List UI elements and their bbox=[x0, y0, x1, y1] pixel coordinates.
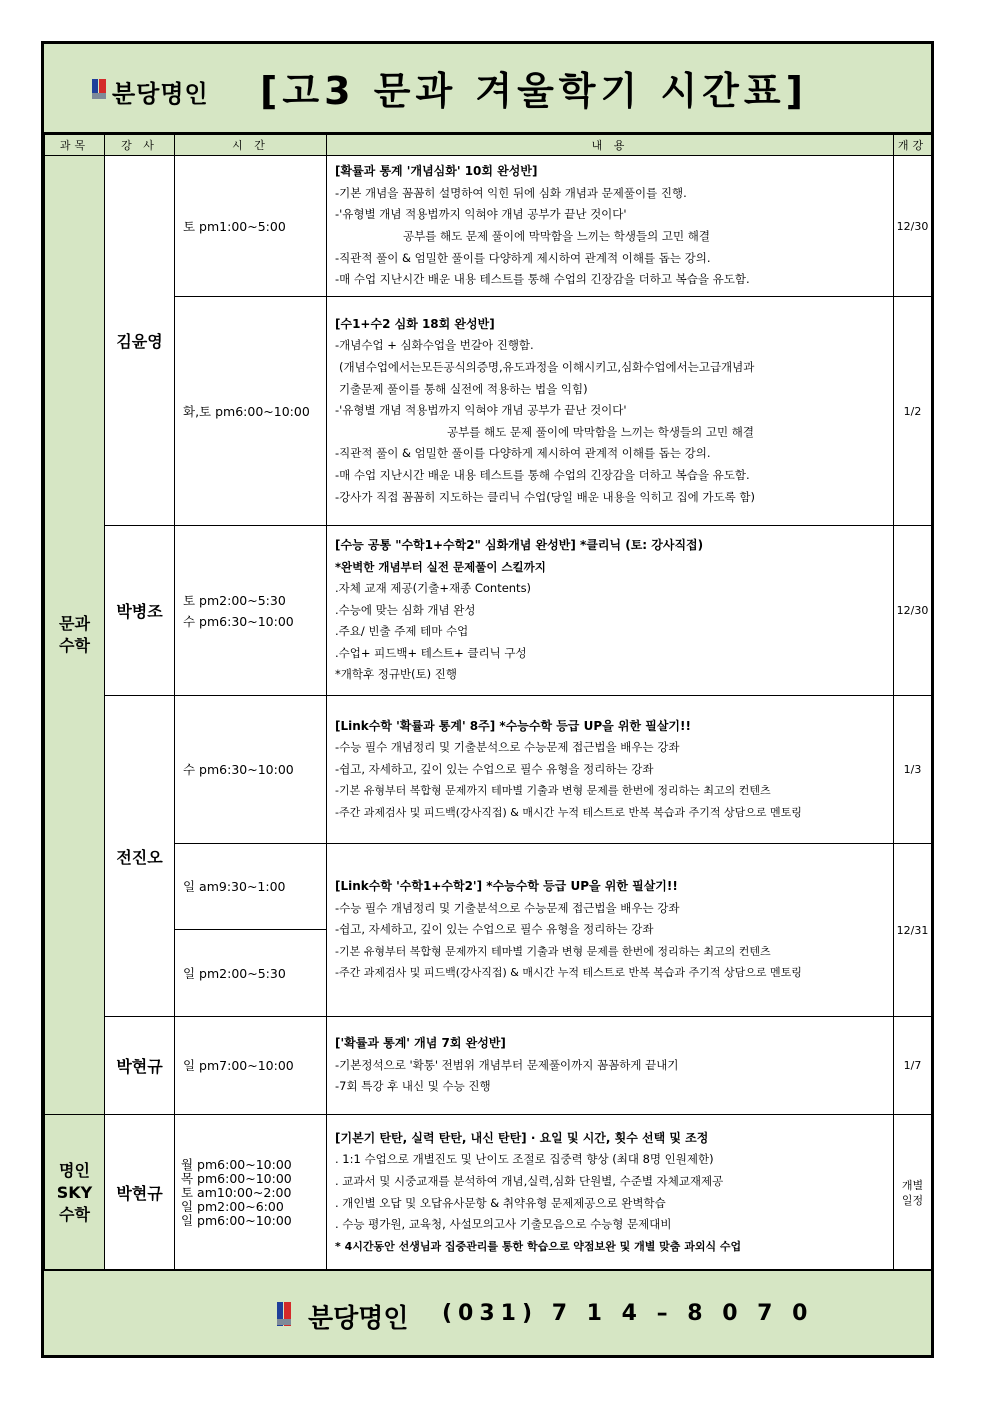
table-header-row bbox=[45, 135, 932, 156]
timetable-sheet bbox=[41, 41, 934, 1358]
course-title: ['확률과 통계' 개념 7회 완성반] bbox=[335, 1036, 506, 1051]
time-cell: 화,토 pm6:00~10:00 bbox=[175, 297, 327, 526]
content-line: . 교과서 및 시중교재를 분석하여 개념,실력,심화 단원별, 수준별 자체교재제공 bbox=[335, 1173, 724, 1188]
start-date-cell bbox=[894, 1115, 932, 1271]
course-title: [확률과 통계 '개념심화' 10회 완성반] bbox=[335, 164, 538, 179]
teacher-cell: 김윤영 bbox=[105, 156, 175, 526]
time-slot: 수 pm6:30~10:00 bbox=[183, 613, 294, 629]
table-row bbox=[45, 1017, 932, 1115]
time-cell: 일 pm2:00~5:30 bbox=[175, 930, 327, 1017]
content-line: *완벽한 개념부터 실전 문제풀이 스킬까지 bbox=[335, 559, 546, 574]
content-line: -기본 유형부터 복합형 문제까지 테마별 기출과 변형 문제를 한번에 정리하는 최고의 컨텐츠 bbox=[335, 784, 771, 798]
content-line: -기본 유형부터 복합형 문제까지 테마별 기출과 변형 문제를 한번에 정리하는 최고의 컨텐츠 bbox=[335, 944, 771, 958]
teacher-cell: 전진오 bbox=[105, 696, 175, 1017]
content-line: (개념수업에서는모든공식의증명,유도과정을 이해시키고,심화수업에서는고급개념과 bbox=[339, 360, 755, 375]
content-line: 기출문제 풀이를 통해 실전에 적용하는 법을 익힘) bbox=[339, 381, 588, 396]
time-slot: 일 pm6:00~10:00 bbox=[181, 1212, 292, 1228]
footer-brand-name: 분당명인 bbox=[308, 1304, 409, 1334]
footer-phone[interactable]: (031) 7 1 4 – 8 0 7 0 bbox=[442, 1301, 814, 1326]
content-line: -직관적 풀이 & 엄밀한 풀이를 다양하게 제시하여 관계적 이해를 돕는 강의. bbox=[335, 250, 711, 265]
start-date-cell: 12/31 bbox=[894, 844, 932, 1017]
content-line: -주간 과제검사 및 피드백(강사직접) & 매시간 누적 테스트로 반복 복습과 주기적 상담으로 멘토링 bbox=[335, 805, 802, 819]
content-line: -기본정석으로 '확통' 전범위 개념부터 문제풀이까지 꼼꼼하게 끝내기 bbox=[335, 1057, 679, 1072]
start-date-cell: 1/3 bbox=[894, 696, 932, 844]
content-line: -쉽고, 자세하고, 깊이 있는 수업으로 필수 유형을 정리하는 강좌 bbox=[335, 761, 654, 776]
content-line: *개학후 정규반(토) 진행 bbox=[335, 667, 458, 682]
time-cell bbox=[175, 1115, 327, 1271]
content-line: .자체 교재 제공(기출+재종 Contents) bbox=[335, 581, 532, 596]
time-slot: 목 pm6:00~10:00 bbox=[181, 1170, 292, 1186]
academy-logo-icon bbox=[277, 1302, 293, 1326]
brand-name: 분당명인 bbox=[112, 80, 209, 108]
content-line: . 1:1 수업으로 개별진도 및 난이도 조절로 집중력 향상 (최대 8명 인원제한) bbox=[335, 1152, 714, 1167]
column-header-subject: 과목 bbox=[45, 135, 105, 156]
time-cell bbox=[175, 526, 327, 696]
teacher-cell: 박현규 bbox=[105, 1115, 175, 1271]
table-row bbox=[45, 297, 932, 526]
content-line: -기본 개념을 꼼꼼히 설명하여 익힌 뒤에 심화 개념과 문제풀이를 진행. bbox=[335, 185, 687, 200]
content-line: .수업+ 피드백+ 테스트+ 클리닉 구성 bbox=[335, 645, 527, 660]
content-line: -개념수업 + 심화수업을 번갈아 진행함. bbox=[335, 338, 534, 353]
content-line: -수능 필수 개념정리 및 기출분석으로 수능문제 접근법을 배우는 강좌 bbox=[335, 740, 680, 755]
timetable bbox=[44, 134, 932, 1271]
content-line: -주간 과제검사 및 피드백(강사직접) & 매시간 누적 테스트로 반복 복습과 주기적 상담으로 멘토링 bbox=[335, 966, 802, 980]
content-line: 공부를 해도 문제 풀이에 막막함을 느끼는 학생들의 고민 해결 bbox=[447, 424, 754, 439]
content-line: * 4시간동안 선생님과 집중관리를 통한 학습으로 약점보완 및 개별 맞춤 과외식 수업 bbox=[335, 1239, 742, 1253]
content-cell bbox=[327, 1017, 894, 1115]
content-line: -수능 필수 개념정리 및 기출분석으로 수능문제 접근법을 배우는 강좌 bbox=[335, 900, 680, 915]
column-header-content: 내 용 bbox=[327, 135, 894, 156]
teacher-cell: 박현규 bbox=[105, 1017, 175, 1115]
content-line: 공부를 해도 문제 풀이에 막막함을 느끼는 학생들의 고민 해결 bbox=[403, 229, 710, 243]
content-line: -쉽고, 자세하고, 깊이 있는 수업으로 필수 유형을 정리하는 강좌 bbox=[335, 922, 654, 937]
content-line: -'유형별 개념 적용법까지 익혀야 개념 공부가 끝난 것이다' bbox=[335, 403, 627, 418]
table-row bbox=[45, 526, 932, 696]
column-header-start: 개강 bbox=[894, 135, 932, 156]
page-title: [고3 문과 겨울학기 시간표] bbox=[260, 69, 808, 113]
subject-label: 수학 bbox=[59, 1204, 90, 1224]
teacher-cell: 박병조 bbox=[105, 526, 175, 696]
start-date-cell: 12/30 bbox=[894, 526, 932, 696]
start-date-cell: 12/30 bbox=[894, 156, 932, 297]
subject-cell-math bbox=[45, 156, 105, 1115]
content-cell bbox=[327, 156, 894, 297]
content-cell bbox=[327, 1115, 894, 1271]
time-cell: 일 am9:30~1:00 bbox=[175, 844, 327, 930]
table-row bbox=[45, 844, 932, 930]
time-cell: 수 pm6:30~10:00 bbox=[175, 696, 327, 844]
page-header bbox=[44, 44, 931, 134]
course-title: [Link수학 '수학1+수학2'] *수능수학 등급 UP을 위한 필살기!! bbox=[335, 879, 678, 894]
content-line: . 개인별 오답 및 오답유사문항 & 취약유형 문제제공으로 완벽학습 bbox=[335, 1195, 666, 1210]
subject-cell-sky bbox=[45, 1115, 105, 1271]
subject-label: SKY bbox=[56, 1182, 93, 1202]
column-header-teacher: 강 사 bbox=[105, 135, 175, 156]
academy-logo-icon bbox=[92, 79, 106, 99]
content-line: -7회 특강 후 내신 및 수능 진행 bbox=[335, 1079, 491, 1094]
course-title: [기본기 탄탄, 실력 탄탄, 내신 탄탄] · 요일 및 시간, 횟수 선택 및 조정 bbox=[335, 1130, 709, 1145]
time-slot: 월 pm6:00~10:00 bbox=[181, 1156, 292, 1172]
table-row bbox=[45, 1115, 932, 1271]
time-slot: 일 pm2:00~6:00 bbox=[181, 1198, 284, 1214]
time-slot: 토 pm2:00~5:30 bbox=[183, 592, 286, 608]
column-header-time: 시 간 bbox=[175, 135, 327, 156]
content-line: -매 수업 지난시간 배운 내용 테스트를 통해 수업의 긴장감을 더하고 복습을 유도함. bbox=[335, 467, 750, 482]
time-cell: 일 pm7:00~10:00 bbox=[175, 1017, 327, 1115]
start-date-cell: 1/7 bbox=[894, 1017, 932, 1115]
content-line: .수능에 맞는 심화 개념 완성 bbox=[335, 602, 476, 617]
page-footer bbox=[44, 1269, 931, 1355]
course-title: [수능 공통 "수학1+수학2" 심화개념 완성반] *클리닉 (토: 강사직접) bbox=[335, 537, 704, 552]
content-line: -직관적 풀이 & 엄밀한 풀이를 다양하게 제시하여 관계적 이해를 돕는 강의. bbox=[335, 446, 711, 461]
subject-label: 문과 bbox=[59, 614, 90, 633]
content-cell bbox=[327, 696, 894, 844]
start-date-cell: 1/2 bbox=[894, 297, 932, 526]
subject-label: 명인 bbox=[59, 1160, 90, 1180]
content-line: .주요/ 빈출 주제 테마 수업 bbox=[335, 624, 469, 639]
course-title: [Link수학 '확률과 통계' 8주] *수능수학 등급 UP을 위한 필살기!! bbox=[335, 718, 691, 733]
content-line: -'유형별 개념 적용법까지 익혀야 개념 공부가 끝난 것이다' bbox=[335, 207, 627, 222]
content-line: . 수능 평가원, 교육청, 사설모의고사 기출모음으로 수능형 문제대비 bbox=[335, 1217, 672, 1232]
table-row bbox=[45, 696, 932, 844]
course-title: [수1+수2 심화 18회 완성반] bbox=[335, 316, 495, 331]
count-label: 일정 bbox=[901, 1193, 924, 1207]
table-row bbox=[45, 156, 932, 297]
subject-label: 수학 bbox=[59, 636, 90, 655]
content-cell bbox=[327, 844, 894, 1017]
content-line: -매 수업 지난시간 배운 내용 테스트를 통해 수업의 긴장감을 더하고 복습을 유도함. bbox=[335, 272, 750, 287]
content-line: -강사가 직접 꼼꼼히 지도하는 클리닉 수업(당일 배운 내용을 익히고 집에 가도록 함) bbox=[335, 489, 755, 504]
content-cell bbox=[327, 297, 894, 526]
time-slot: 토 am10:00~2:00 bbox=[181, 1184, 292, 1200]
content-cell bbox=[327, 526, 894, 696]
time-cell: 토 pm1:00~5:00 bbox=[175, 156, 327, 297]
count-label: 개별 bbox=[901, 1178, 924, 1192]
